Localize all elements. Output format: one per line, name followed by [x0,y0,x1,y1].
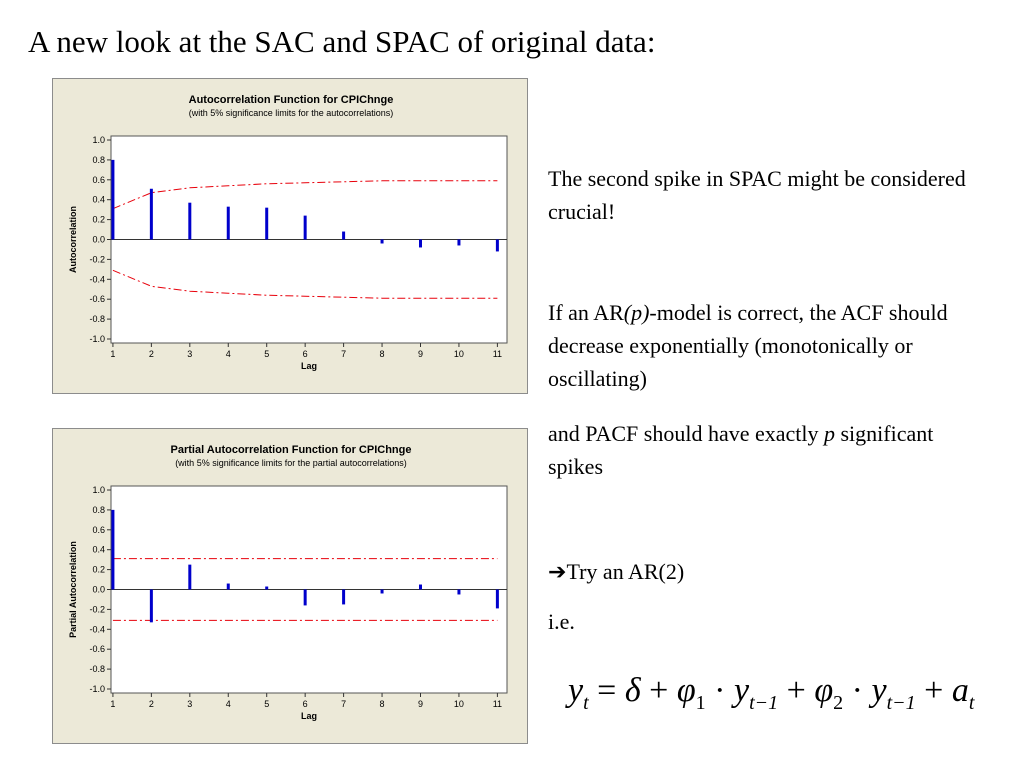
formula-dot-2: · [843,672,872,709]
y-tick-label: 0.6 [92,524,105,535]
y-tick-label: 0.2 [92,214,105,225]
y-tick-label: -0.8 [89,314,105,325]
y-tick-label: -0.2 [89,604,105,615]
formula-dot-1: · [705,672,734,709]
pacf-chart-svg [53,429,529,745]
formula-plus-1: + [640,672,677,709]
x-tick-label: 7 [341,349,347,359]
y-axis-label: Partial Autocorrelation [68,541,78,638]
arrow-right-icon: ➔ [548,559,567,584]
formula-y: y [568,672,584,709]
y-tick-label: 0.4 [92,194,105,205]
chart-title: Autocorrelation Function for CPIChnge [188,94,394,106]
formula-equals: = [588,672,625,709]
formula-delta: δ [624,672,641,709]
x-tick-label: 4 [225,699,231,709]
y-axis-label: Autocorrelation [68,205,78,274]
ar2-formula [568,672,974,715]
x-tick-label: 2 [148,349,154,359]
x-tick-label: 3 [187,699,193,709]
formula-phi-1: φ [676,672,696,709]
y-tick-label: 0.8 [92,154,105,165]
pacf-chart [52,428,528,744]
x-tick-label: 10 [453,349,464,359]
slide-title: A new look at the SAC and SPAC of original data: [28,24,656,59]
note-pacf-before: and PACF should have exactly [548,421,824,446]
chart-subtitle: (with 5% significance limits for the autocorrelations) [188,108,394,118]
note-pacf-spikes [548,417,988,483]
y-tick-label: 0.4 [92,544,105,555]
y-tick-label: -0.8 [89,664,105,675]
x-axis-label: Lag [300,361,318,371]
acf-chart-svg [53,79,529,395]
y-tick-label: 0.2 [92,564,105,575]
x-tick-label: 8 [379,349,385,359]
note-ar-model [548,296,1008,395]
x-tick-label: 5 [264,699,270,709]
x-tick-label: 6 [302,699,308,709]
x-tick-label: 10 [453,699,464,709]
y-tick-label: 0.6 [92,174,105,185]
formula-sub-tm1-b: t−1 [886,692,916,714]
formula-sub-1: 1 [695,692,706,714]
y-tick-label: 0.8 [92,504,105,515]
formula-sub-t: t [583,692,589,714]
x-tick-label: 9 [417,699,424,709]
y-tick-label: 1.0 [92,135,105,145]
formula-sub-tm1-a: t−1 [749,692,779,714]
formula-plus-2: + [778,672,815,709]
note-try-ar2-text: Try an AR(2) [566,559,685,584]
x-tick-label: 2 [148,699,154,709]
y-tick-label: 1.0 [92,485,105,495]
formula-a: a [951,672,969,709]
y-tick-label: -0.4 [89,624,105,635]
formula-y-lag2: y [871,672,887,709]
y-tick-label: -1.0 [89,684,105,694]
x-tick-label: 3 [187,349,193,359]
formula-sub-2: 2 [833,692,844,714]
x-axis-label: Lag [300,711,318,721]
note-ie: i.e. [548,609,575,634]
note-pacf-p: p [824,421,835,446]
acf-chart [52,78,528,394]
x-tick-label: 6 [302,349,308,359]
chart-subtitle: (with 5% significance limits for the partial autocorrelations) [175,458,407,468]
x-tick-label: 9 [417,349,424,359]
y-tick-label: -0.4 [89,274,105,285]
x-tick-label: 1 [110,699,116,709]
note-second-spike: The second spike in SPAC might be considered crucial! [548,166,966,224]
y-tick-label: -1.0 [89,334,105,344]
formula-phi-2: φ [814,672,834,709]
x-tick-label: 5 [264,349,270,359]
formula-y-lag1: y [733,672,750,709]
y-tick-label: -0.2 [89,254,105,265]
x-tick-label: 1 [110,349,116,359]
note-pacf-after: significant spikes [548,421,934,479]
x-tick-label: 8 [379,699,385,709]
note-ar-model-p: (p) [623,300,650,325]
note-ar-model-before: If an AR [548,300,624,325]
y-tick-label: 0.0 [92,234,105,245]
y-tick-label: -0.6 [89,294,105,305]
formula-sub-t-a: t [968,692,975,714]
note-ar-model-after: -model is correct, the ACF should decrease exponentially (monotonically or oscillating) [548,300,948,391]
x-tick-label: 7 [341,699,347,709]
x-tick-label: 4 [225,349,231,359]
note-try-ar2 [548,555,684,588]
y-tick-label: 0.0 [92,584,105,595]
x-tick-label: 11 [492,349,503,359]
y-tick-label: -0.6 [89,644,105,655]
chart-title: Partial Autocorrelation Function for CPIChnge [170,444,412,456]
x-tick-label: 11 [492,699,503,709]
formula-plus-3: + [915,672,952,709]
